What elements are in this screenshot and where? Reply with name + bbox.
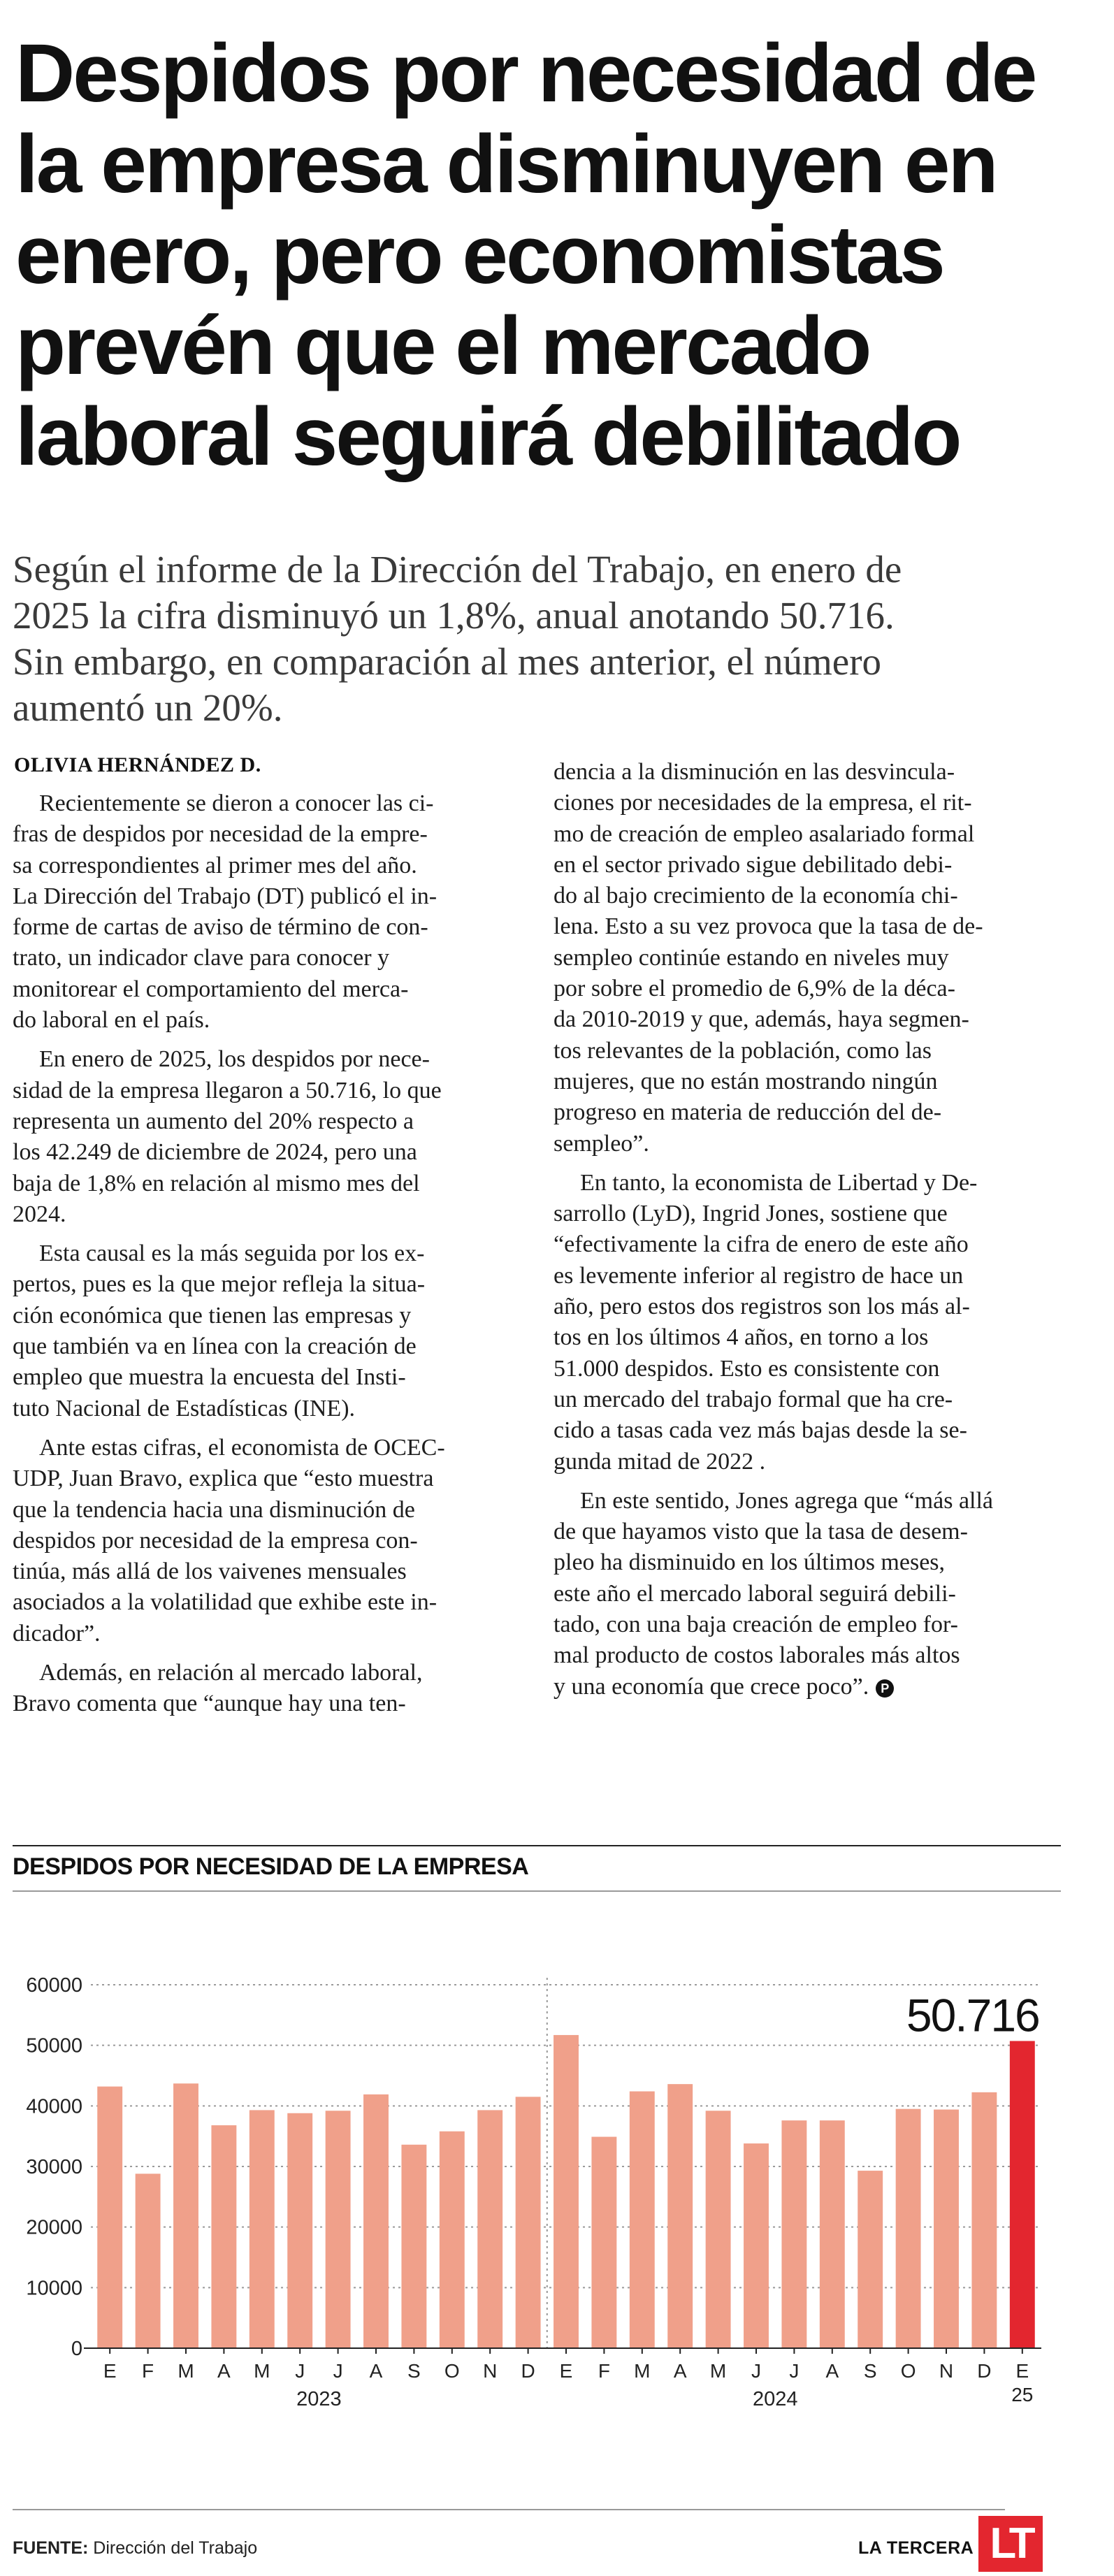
- text-line: representa un aumento del 20% respecto a: [13, 1108, 414, 1134]
- text-line: en el sector privado sigue debilitado debi-: [554, 851, 953, 878]
- text-line: En tanto, la economista de Libertad y De-: [580, 1169, 978, 1196]
- article-paragraph: [554, 1486, 1072, 1702]
- chart-title-rule: [13, 1890, 1061, 1892]
- x-tick-label: F: [142, 2360, 154, 2382]
- headline-line: laboral seguirá debilitado: [15, 391, 960, 483]
- article-paragraph: [13, 1658, 531, 1720]
- x-tick-label: M: [634, 2360, 651, 2382]
- text-line: dencia a la disminución en las desvincula-: [554, 759, 955, 785]
- text-line: En este sentido, Jones agrega que “más allá: [580, 1487, 994, 1514]
- source-label: FUENTE:: [13, 2538, 89, 2558]
- bar-11: [516, 2097, 541, 2348]
- x-tick-label: S: [407, 2360, 421, 2382]
- text-line: sidad de la empresa llegaron a 50.716, lo que: [13, 1077, 442, 1104]
- text-line: “efectivamente la cifra de enero de este año: [554, 1231, 969, 1258]
- x-tick-label: J: [789, 2360, 800, 2382]
- article-column-right: [554, 757, 1072, 1711]
- layoffs-bar-chart: [0, 1915, 1114, 2495]
- x-tick-label: E: [559, 2360, 573, 2382]
- text-line: tuto Nacional de Estadísticas (INE).: [13, 1395, 356, 1421]
- deck-line: Según el informe de la Dirección del Trabajo, en enero de: [13, 548, 902, 591]
- brand-name: LA TERCERA: [858, 2538, 974, 2558]
- headline: [15, 28, 1092, 482]
- text-line: los 42.249 de diciembre de 2024, pero una: [13, 1139, 417, 1166]
- x-tick-label: A: [825, 2360, 839, 2382]
- text-line: tos relevantes de la población, como las: [554, 1037, 932, 1064]
- text-line: dicador”.: [13, 1620, 101, 1647]
- x-tick-sublabel: 25: [1011, 2384, 1034, 2405]
- bar-6: [326, 2111, 351, 2348]
- chart-title: DESPIDOS POR NECESIDAD DE LA EMPRESA: [13, 1853, 529, 1880]
- x-tick-label: A: [673, 2360, 687, 2382]
- bar-9: [440, 2132, 465, 2348]
- bar-14: [630, 2092, 655, 2348]
- headline-line: Despidos por necesidad de: [15, 27, 1036, 120]
- x-tick-label: F: [598, 2360, 610, 2382]
- y-tick-label: 20000: [26, 2216, 82, 2239]
- text-line: mo de creación de empleo asalariado formal: [554, 820, 975, 847]
- y-tick-label: 0: [71, 2338, 82, 2360]
- text-line: tado, con una baja creación de empleo for-: [554, 1612, 958, 1638]
- text-line: mujeres, que no están mostrando ningún: [554, 1068, 938, 1094]
- article-paragraph: [13, 788, 531, 1036]
- text-line: que también va en línea con la creación de: [13, 1333, 417, 1360]
- x-tick-label: D: [977, 2360, 992, 2382]
- text-line: sempleo continúe estando en niveles muy: [554, 944, 949, 971]
- article-column-left: [13, 788, 531, 1728]
- text-line: do al bajo crecimiento de la economía chi-: [554, 883, 958, 909]
- x-tick-label: E: [103, 2360, 117, 2382]
- x-tick-label: A: [369, 2360, 383, 2382]
- la-tercera-logo: LT: [978, 2516, 1043, 2572]
- x-tick-label: O: [900, 2360, 916, 2382]
- text-line: de que hayamos visto que la tasa de desem-: [554, 1519, 968, 1545]
- deck-line: aumentó un 20%.: [13, 686, 283, 729]
- text-line: que la tendencia hacia una disminución de: [13, 1496, 415, 1523]
- article-paragraph: [13, 1044, 531, 1230]
- text-line: tos en los últimos 4 años, en torno a los: [554, 1324, 929, 1351]
- bar-5: [287, 2113, 312, 2348]
- text-line: sempleo”.: [554, 1130, 649, 1157]
- text-line: cido a tasas cada vez más bajas desde la se-: [554, 1417, 967, 1444]
- text-line: monitorear el comportamiento del merca-: [13, 976, 409, 1002]
- bar-20: [858, 2171, 883, 2348]
- x-tick-label: M: [178, 2360, 194, 2382]
- x-tick-label: S: [863, 2360, 877, 2382]
- bar-10: [477, 2110, 502, 2348]
- text-line: UDP, Juan Bravo, explica que “esto muestra: [13, 1466, 434, 1492]
- text-line: do laboral en el país.: [13, 1007, 210, 1034]
- year-label: 2024: [752, 2388, 798, 2410]
- text-line: baja de 1,8% en relación al mismo mes del: [13, 1170, 420, 1196]
- article-paragraph: [13, 1238, 531, 1424]
- bar-18: [781, 2120, 806, 2348]
- text-line: da 2010-2019 y que, además, haya segmen-: [554, 1006, 969, 1033]
- text-line: mal producto de costos laborales más altos: [554, 1642, 960, 1669]
- x-tick-label: M: [254, 2360, 270, 2382]
- bar-23: [971, 2092, 997, 2348]
- article-paragraph: [554, 1168, 1072, 1477]
- x-tick-label: O: [444, 2360, 460, 2382]
- y-tick-label: 40000: [26, 2095, 82, 2118]
- text-line: tinúa, más allá de los vaivenes mensuales: [13, 1558, 407, 1585]
- highlight-value-label: 50.716: [906, 1989, 1039, 2041]
- text-line: Además, en relación al mercado laboral,: [39, 1660, 423, 1686]
- bar-16: [706, 2111, 731, 2348]
- bar-17: [744, 2143, 769, 2348]
- byline: OLIVIA HERNÁNDEZ D.: [14, 753, 261, 776]
- chart-top-rule: [13, 1845, 1061, 1846]
- text-line: sa correspondientes al primer mes del año.: [13, 852, 417, 878]
- bar-1: [136, 2173, 161, 2348]
- x-tick-label: D: [521, 2360, 535, 2382]
- x-tick-label: E: [1015, 2360, 1029, 2382]
- bar-24: [1010, 2041, 1035, 2348]
- x-tick-label: N: [483, 2360, 498, 2382]
- x-tick-label: J: [295, 2360, 305, 2382]
- y-tick-label: 30000: [26, 2156, 82, 2178]
- text-line: ción económica que tienen las empresas y: [13, 1302, 412, 1329]
- text-line: progreso en materia de reducción del de-: [554, 1099, 942, 1126]
- headline-line: la empresa disminuyen en: [15, 118, 997, 210]
- text-line: empleo que muestra la encuesta del Insti-: [13, 1364, 406, 1391]
- year-label: 2023: [296, 2388, 342, 2410]
- bar-22: [934, 2110, 959, 2348]
- text-line: En enero de 2025, los despidos por nece-: [39, 1046, 430, 1073]
- deck-line: Sin embargo, en comparación al mes anterior, el número: [13, 640, 882, 683]
- bar-2: [173, 2083, 198, 2348]
- bar-13: [591, 2137, 616, 2348]
- deck: [13, 547, 1089, 731]
- text-line: pertos, pues es la que mejor refleja la situa-: [13, 1271, 426, 1298]
- text-line: Bravo comenta que “aunque hay una ten-: [13, 1691, 406, 1717]
- deck-line: 2025 la cifra disminuyó un 1,8%, anual anotando 50.716.: [13, 594, 895, 637]
- headline-line: enero, pero economistas: [15, 209, 943, 301]
- text-line: trato, un indicador clave para conocer y: [13, 945, 390, 971]
- x-tick-label: A: [217, 2360, 231, 2382]
- y-tick-label: 50000: [26, 2034, 82, 2057]
- bar-19: [820, 2120, 845, 2348]
- bar-7: [363, 2094, 389, 2348]
- bar-3: [211, 2125, 236, 2348]
- headline-line: prevén que el mercado: [15, 300, 870, 392]
- text-line: forme de cartas de aviso de término de con-: [13, 914, 428, 941]
- text-line: ciones por necesidades de la empresa, el rit-: [554, 790, 972, 816]
- source-note: [13, 2538, 257, 2559]
- bar-0: [97, 2087, 122, 2348]
- text-line: es levemente inferior al registro de hace un: [554, 1262, 964, 1289]
- bar-4: [249, 2110, 275, 2348]
- text-line: lena. Esto a su vez provoca que la tasa de de-: [554, 913, 983, 940]
- x-tick-label: J: [751, 2360, 761, 2382]
- article-paragraph: [13, 1433, 531, 1649]
- text-line: pleo ha disminuido en los últimos meses,: [554, 1549, 946, 1576]
- text-line: despidos por necesidad de la empresa con-: [13, 1527, 418, 1554]
- text-line: este año el mercado laboral seguirá debili-: [554, 1580, 956, 1607]
- text-line: Recientemente se dieron a conocer las ci-: [39, 790, 434, 816]
- source-text: Dirección del Trabajo: [88, 2538, 258, 2558]
- text-line: y una economía que crece poco”. P: [554, 1672, 1072, 1702]
- y-tick-label: 10000: [26, 2277, 82, 2300]
- bar-12: [554, 2035, 579, 2348]
- article-paragraph: [554, 757, 1072, 1159]
- x-tick-label: N: [939, 2360, 954, 2382]
- text-line: fras de despidos por necesidad de la empre-: [13, 821, 428, 848]
- text-line: Ante estas cifras, el economista de OCEC-: [39, 1434, 445, 1461]
- end-of-article-icon: P: [876, 1679, 894, 1698]
- text-line: asociados a la volatilidad que exhibe este in-: [13, 1589, 437, 1616]
- footer-rule: [13, 2509, 1005, 2510]
- text-line: año, pero estos dos registros son los más al-: [554, 1294, 970, 1320]
- text-line: gunda mitad de 2022 .: [554, 1448, 766, 1475]
- y-tick-label: 60000: [26, 1974, 82, 1997]
- x-tick-label: M: [709, 2360, 727, 2382]
- text-line: La Dirección del Trabajo (DT) publicó el in-: [13, 883, 437, 909]
- bar-8: [401, 2145, 426, 2348]
- text-line: un mercado del trabajo formal que ha cre-: [554, 1386, 953, 1412]
- text-line: 2024.: [13, 1201, 66, 1227]
- text-line: sarrollo (LyD), Ingrid Jones, sostiene que: [554, 1201, 948, 1227]
- bar-15: [667, 2084, 693, 2348]
- bar-21: [896, 2109, 921, 2348]
- text-line: 51.000 despidos. Esto es consistente con: [554, 1355, 940, 1382]
- x-tick-label: J: [333, 2360, 343, 2382]
- text-line: por sobre el promedio de 6,9% de la déca-: [554, 976, 955, 1002]
- text-line: Esta causal es la más seguida por los ex-: [39, 1240, 425, 1267]
